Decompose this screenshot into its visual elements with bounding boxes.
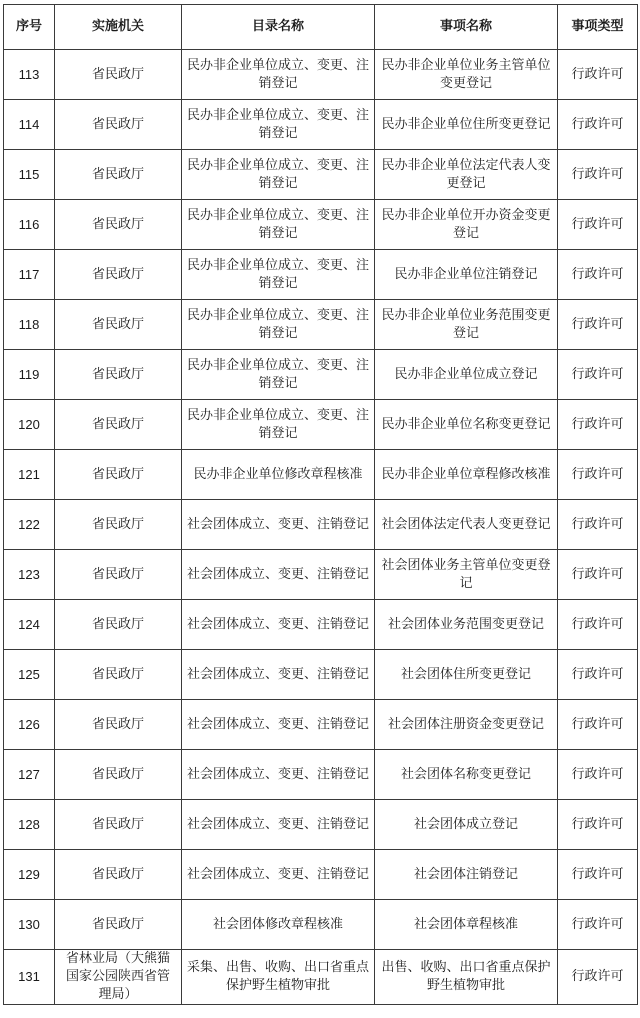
cell-catalog: 社会团体成立、变更、注销登记: [182, 650, 375, 700]
table-row: [4, 900, 638, 950]
cell-agency: 省林业局（大熊猫国家公园陕西省管理局）: [55, 950, 182, 1005]
cell-agency: 省民政厅: [55, 800, 182, 850]
cell-type: 行政许可: [558, 300, 638, 350]
cell-type: 行政许可: [558, 550, 638, 600]
cell-catalog: 社会团体成立、变更、注销登记: [182, 600, 375, 650]
cell-type: 行政许可: [558, 450, 638, 500]
cell-catalog: 社会团体成立、变更、注销登记: [182, 850, 375, 900]
cell-index: 120: [4, 400, 55, 450]
cell-item: 民办非企业单位章程修改核准: [375, 450, 558, 500]
cell-type: 行政许可: [558, 100, 638, 150]
table-row: [4, 700, 638, 750]
cell-item: 民办非企业单位注销登记: [375, 250, 558, 300]
cell-type: 行政许可: [558, 850, 638, 900]
cell-item: 社会团体章程核准: [375, 900, 558, 950]
cell-agency: 省民政厅: [55, 650, 182, 700]
cell-index: 128: [4, 800, 55, 850]
header-index: 序号: [4, 5, 55, 50]
header-item-type: 事项类型: [558, 5, 638, 50]
cell-item: 社会团体注册资金变更登记: [375, 700, 558, 750]
cell-item: 民办非企业单位名称变更登记: [375, 400, 558, 450]
cell-catalog: 社会团体成立、变更、注销登记: [182, 750, 375, 800]
cell-catalog: 社会团体修改章程核准: [182, 900, 375, 950]
cell-index: 125: [4, 650, 55, 700]
cell-item: 社会团体注销登记: [375, 850, 558, 900]
cell-item: 民办非企业单位成立登记: [375, 350, 558, 400]
cell-item: 民办非企业单位业务范围变更登记: [375, 300, 558, 350]
items-table: [3, 4, 638, 1005]
cell-type: 行政许可: [558, 150, 638, 200]
cell-type: 行政许可: [558, 50, 638, 100]
header-item-name: 事项名称: [375, 5, 558, 50]
cell-agency: 省民政厅: [55, 50, 182, 100]
cell-catalog: 民办非企业单位成立、变更、注销登记: [182, 100, 375, 150]
cell-catalog: 民办非企业单位成立、变更、注销登记: [182, 300, 375, 350]
table-row: [4, 650, 638, 700]
cell-item: 民办非企业单位业务主管单位变更登记: [375, 50, 558, 100]
cell-item: 民办非企业单位开办资金变更登记: [375, 200, 558, 250]
cell-index: 113: [4, 50, 55, 100]
table-row: [4, 850, 638, 900]
header-agency: 实施机关: [55, 5, 182, 50]
cell-catalog: 民办非企业单位修改章程核准: [182, 450, 375, 500]
cell-agency: 省民政厅: [55, 700, 182, 750]
cell-index: 117: [4, 250, 55, 300]
cell-type: 行政许可: [558, 400, 638, 450]
cell-agency: 省民政厅: [55, 350, 182, 400]
table-row: [4, 350, 638, 400]
cell-catalog: 社会团体成立、变更、注销登记: [182, 700, 375, 750]
table-header-row: [4, 5, 638, 50]
cell-type: 行政许可: [558, 700, 638, 750]
cell-agency: 省民政厅: [55, 150, 182, 200]
cell-item: 社会团体成立登记: [375, 800, 558, 850]
table-row: [4, 50, 638, 100]
cell-index: 131: [4, 950, 55, 1005]
cell-catalog: 社会团体成立、变更、注销登记: [182, 800, 375, 850]
cell-agency: 省民政厅: [55, 850, 182, 900]
table-row: [4, 550, 638, 600]
cell-catalog: 采集、出售、收购、出口省重点保护野生植物审批: [182, 950, 375, 1005]
table-row: [4, 600, 638, 650]
table-row: [4, 800, 638, 850]
cell-catalog: 社会团体成立、变更、注销登记: [182, 550, 375, 600]
cell-type: 行政许可: [558, 750, 638, 800]
cell-catalog: 民办非企业单位成立、变更、注销登记: [182, 350, 375, 400]
cell-agency: 省民政厅: [55, 400, 182, 450]
table-row: [4, 400, 638, 450]
cell-catalog: 民办非企业单位成立、变更、注销登记: [182, 250, 375, 300]
table-row: [4, 750, 638, 800]
cell-index: 123: [4, 550, 55, 600]
cell-item: 社会团体住所变更登记: [375, 650, 558, 700]
table-row: [4, 950, 638, 1005]
cell-type: 行政许可: [558, 250, 638, 300]
cell-index: 118: [4, 300, 55, 350]
cell-agency: 省民政厅: [55, 100, 182, 150]
cell-item: 出售、收购、出口省重点保护野生植物审批: [375, 950, 558, 1005]
cell-index: 122: [4, 500, 55, 550]
cell-index: 121: [4, 450, 55, 500]
table-row: [4, 150, 638, 200]
cell-catalog: 民办非企业单位成立、变更、注销登记: [182, 400, 375, 450]
cell-index: 124: [4, 600, 55, 650]
cell-item: 社会团体业务主管单位变更登记: [375, 550, 558, 600]
cell-agency: 省民政厅: [55, 200, 182, 250]
cell-type: 行政许可: [558, 350, 638, 400]
cell-item: 社会团体业务范围变更登记: [375, 600, 558, 650]
cell-catalog: 社会团体成立、变更、注销登记: [182, 500, 375, 550]
cell-index: 116: [4, 200, 55, 250]
table-row: [4, 250, 638, 300]
cell-agency: 省民政厅: [55, 550, 182, 600]
cell-catalog: 民办非企业单位成立、变更、注销登记: [182, 50, 375, 100]
cell-catalog: 民办非企业单位成立、变更、注销登记: [182, 200, 375, 250]
cell-catalog: 民办非企业单位成立、变更、注销登记: [182, 150, 375, 200]
table-row: [4, 200, 638, 250]
cell-item: 社会团体法定代表人变更登记: [375, 500, 558, 550]
table-row: [4, 500, 638, 550]
cell-index: 119: [4, 350, 55, 400]
cell-agency: 省民政厅: [55, 300, 182, 350]
cell-agency: 省民政厅: [55, 600, 182, 650]
table-row: [4, 300, 638, 350]
cell-agency: 省民政厅: [55, 450, 182, 500]
cell-agency: 省民政厅: [55, 250, 182, 300]
cell-type: 行政许可: [558, 900, 638, 950]
cell-agency: 省民政厅: [55, 900, 182, 950]
cell-item: 民办非企业单位法定代表人变更登记: [375, 150, 558, 200]
cell-agency: 省民政厅: [55, 500, 182, 550]
cell-item: 社会团体名称变更登记: [375, 750, 558, 800]
cell-index: 114: [4, 100, 55, 150]
cell-type: 行政许可: [558, 500, 638, 550]
header-catalog-name: 目录名称: [182, 5, 375, 50]
cell-type: 行政许可: [558, 800, 638, 850]
cell-type: 行政许可: [558, 200, 638, 250]
cell-index: 129: [4, 850, 55, 900]
cell-agency: 省民政厅: [55, 750, 182, 800]
cell-index: 130: [4, 900, 55, 950]
cell-item: 民办非企业单位住所变更登记: [375, 100, 558, 150]
cell-index: 126: [4, 700, 55, 750]
table-row: [4, 450, 638, 500]
cell-index: 115: [4, 150, 55, 200]
cell-type: 行政许可: [558, 600, 638, 650]
cell-type: 行政许可: [558, 950, 638, 1005]
table-row: [4, 100, 638, 150]
cell-index: 127: [4, 750, 55, 800]
cell-type: 行政许可: [558, 650, 638, 700]
